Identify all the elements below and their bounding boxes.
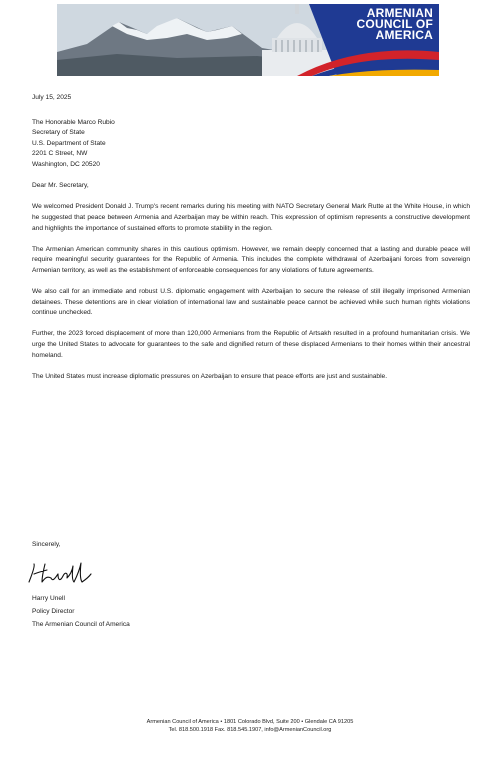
- signer-title: Policy Director: [32, 608, 75, 615]
- header-banner: [57, 4, 439, 76]
- signer-block: [32, 592, 130, 631]
- logo-wordmark: [313, 8, 433, 41]
- letter-body: [32, 93, 470, 393]
- body-paragraph: We welcomed President Donald J. Trump's recent remarks during his meeting with NATO Secretary General Mark Rutte at the White House, in which he suggested that peace between Armenia and Azerbaijan may be within reach. This expression of optimism represents a constructive development and highlights the importance of sustained efforts to promote stability in the region.: [32, 203, 470, 232]
- recipient-line: U.S. Department of State: [32, 139, 106, 147]
- signer-name: Harry Unell: [32, 595, 65, 602]
- footer-address: Armenian Council of America • 1801 Colorado Blvd, Suite 200 • Glendale CA 91205: [146, 719, 354, 725]
- letterhead-footer: [0, 718, 500, 734]
- recipient-line: Washington, DC 20520: [32, 160, 100, 168]
- logo-line-1: ARMENIAN: [366, 6, 433, 20]
- salutation: Dear Mr. Secretary,: [32, 182, 89, 190]
- footer-contact: Tel. 818.500.1918 Fax. 818.545.1907, info@ArmenianCouncil.org: [168, 727, 332, 733]
- recipient-line: Secretary of State: [32, 129, 85, 137]
- recipient-line: The Honorable Marco Rubio: [32, 118, 115, 126]
- letter-date: July 15, 2025: [32, 94, 72, 101]
- recipient-line: 2201 C Street, NW: [32, 150, 88, 158]
- logo-line-2: COUNCIL OF: [356, 17, 433, 31]
- body-paragraph: We also call for an immediate and robust U.S. diplomatic engagement with Azerbaijan to secure the release of still illegally imprisoned Armenian detainees. These detentions are in clear violation of international law and sustainable peace cannot be achieved while such human rights violations continue unchecked.: [32, 288, 470, 317]
- body-paragraph: The Armenian American community shares in this cautious optimism. However, we remain deeply concerned that a lasting and durable peace will require meaningful security guarantees for the Republic of Armenia. This includes the complete withdrawal of Azerbaijani forces from sovereign Armenian territory, as well as the establishment of enforceable consequences for any violations of future agreements.: [32, 245, 470, 274]
- logo-line-3: AMERICA: [375, 28, 433, 42]
- body-paragraph: The United States must increase diplomatic pressures on Azerbaijan to ensure that peace efforts are just and sustainable.: [32, 372, 388, 380]
- closing: Sincerely,: [32, 541, 61, 548]
- handwritten-signature: [25, 560, 95, 586]
- body-paragraph: Further, the 2023 forced displacement of more than 120,000 Armenians from the Republic of Artsakh resulted in a profound humanitarian crisis. We urge the United States to advocate for guarantees to the safe and dignified return of these displaced Armenians to their homes within their ancestral homeland.: [32, 330, 470, 359]
- signer-organization: The Armenian Council of America: [32, 621, 130, 628]
- recipient-address: [32, 118, 470, 171]
